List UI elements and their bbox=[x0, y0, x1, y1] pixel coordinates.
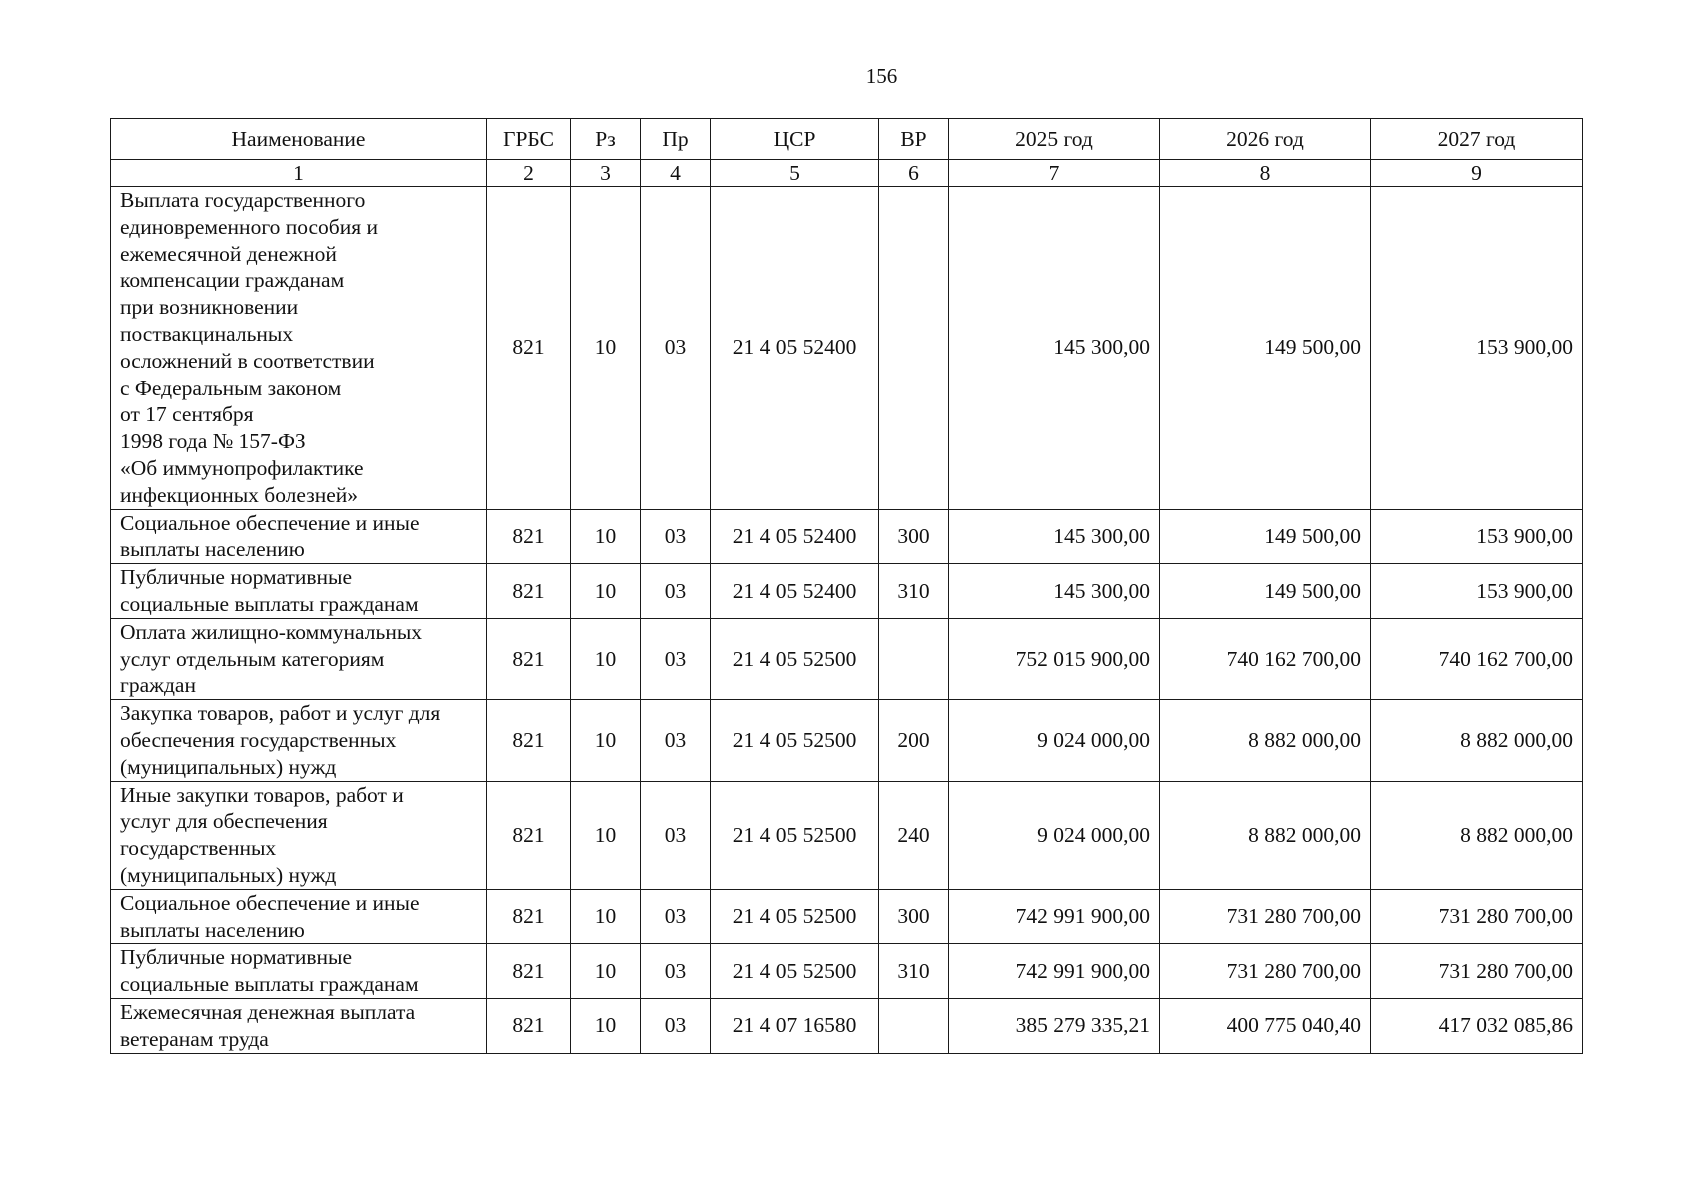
cell-grbs: 821 bbox=[487, 781, 571, 889]
cell-name-line: обеспечения государственных bbox=[120, 727, 397, 752]
cell-name-line: Публичные нормативные bbox=[120, 565, 352, 590]
header-grbs: ГРБС bbox=[487, 119, 571, 160]
cell-amount-2025: 9 024 000,00 bbox=[949, 700, 1160, 781]
cell-name bbox=[111, 889, 487, 944]
cell-vr: 310 bbox=[879, 944, 949, 999]
cell-grbs: 821 bbox=[487, 889, 571, 944]
header-row bbox=[111, 119, 1583, 160]
cell-amount-2026: 8 882 000,00 bbox=[1160, 781, 1371, 889]
cell-grbs: 821 bbox=[487, 618, 571, 699]
cell-name-line: выплаты населению bbox=[120, 917, 305, 942]
cell-rz: 10 bbox=[571, 618, 641, 699]
cell-name-line: выплаты населению bbox=[120, 537, 305, 562]
cell-pr: 03 bbox=[641, 781, 711, 889]
cell-amount-2025: 145 300,00 bbox=[949, 509, 1160, 564]
cell-amount-2026: 149 500,00 bbox=[1160, 509, 1371, 564]
cell-vr: 310 bbox=[879, 564, 949, 619]
cell-amount-2025: 145 300,00 bbox=[949, 564, 1160, 619]
cell-name-line: Выплата государственного bbox=[120, 188, 366, 212]
cell-name bbox=[111, 509, 487, 564]
column-number: 2 bbox=[487, 160, 571, 187]
column-number: 7 bbox=[949, 160, 1160, 187]
cell-name-line: от 17 сентября bbox=[120, 402, 254, 427]
cell-name-line: граждан bbox=[120, 673, 196, 698]
cell-amount-2026: 731 280 700,00 bbox=[1160, 889, 1371, 944]
cell-vr bbox=[879, 998, 949, 1053]
cell-name-line: услуг отдельным категориям bbox=[120, 646, 385, 671]
cell-amount-2026: 8 882 000,00 bbox=[1160, 700, 1371, 781]
cell-csr: 21 4 05 52400 bbox=[711, 509, 879, 564]
cell-name-line: Публичные нормативные bbox=[120, 945, 352, 970]
cell-vr: 300 bbox=[879, 509, 949, 564]
table-body bbox=[111, 187, 1583, 1054]
cell-rz: 10 bbox=[571, 700, 641, 781]
cell-amount-2027: 731 280 700,00 bbox=[1371, 944, 1583, 999]
cell-name bbox=[111, 564, 487, 619]
cell-pr: 03 bbox=[641, 564, 711, 619]
cell-vr bbox=[879, 187, 949, 510]
cell-amount-2026: 731 280 700,00 bbox=[1160, 944, 1371, 999]
column-number: 8 bbox=[1160, 160, 1371, 187]
cell-csr: 21 4 05 52500 bbox=[711, 781, 879, 889]
column-number: 4 bbox=[641, 160, 711, 187]
cell-name-line: инфекционных болезней» bbox=[120, 482, 359, 507]
header-rz: Рз bbox=[571, 119, 641, 160]
budget-table bbox=[110, 118, 1583, 1054]
cell-csr: 21 4 05 52400 bbox=[711, 564, 879, 619]
cell-name-line: (муниципальных) нужд bbox=[120, 754, 337, 779]
cell-name-line: ветеранам труда bbox=[120, 1026, 269, 1051]
cell-name bbox=[111, 618, 487, 699]
cell-name-line: социальные выплаты гражданам bbox=[120, 591, 419, 616]
cell-csr: 21 4 05 52500 bbox=[711, 700, 879, 781]
cell-name-line: осложнений в соответствии bbox=[120, 348, 375, 373]
table-row bbox=[111, 618, 1583, 699]
cell-amount-2027: 417 032 085,86 bbox=[1371, 998, 1583, 1053]
cell-grbs: 821 bbox=[487, 564, 571, 619]
cell-csr: 21 4 05 52500 bbox=[711, 618, 879, 699]
cell-amount-2026: 400 775 040,40 bbox=[1160, 998, 1371, 1053]
header-csr: ЦСР bbox=[711, 119, 879, 160]
cell-name bbox=[111, 187, 487, 510]
cell-name-line: Иные закупки товаров, работ и bbox=[120, 782, 404, 807]
cell-amount-2027: 731 280 700,00 bbox=[1371, 889, 1583, 944]
cell-amount-2025: 9 024 000,00 bbox=[949, 781, 1160, 889]
cell-rz: 10 bbox=[571, 509, 641, 564]
cell-name-line: Социальное обеспечение и иные bbox=[120, 510, 420, 535]
cell-vr bbox=[879, 618, 949, 699]
cell-name-line: при возникновении bbox=[120, 295, 299, 320]
cell-name-line: государственных bbox=[120, 836, 277, 861]
cell-csr: 21 4 05 52500 bbox=[711, 889, 879, 944]
cell-name bbox=[111, 781, 487, 889]
table-row bbox=[111, 700, 1583, 781]
header-2026: 2026 год bbox=[1160, 119, 1371, 160]
cell-amount-2027: 153 900,00 bbox=[1371, 509, 1583, 564]
table-row bbox=[111, 509, 1583, 564]
column-number: 3 bbox=[571, 160, 641, 187]
column-number: 9 bbox=[1371, 160, 1583, 187]
cell-amount-2025: 742 991 900,00 bbox=[949, 889, 1160, 944]
cell-name-line: Закупка товаров, работ и услуг для bbox=[120, 701, 441, 726]
table-row bbox=[111, 998, 1583, 1053]
table-row bbox=[111, 944, 1583, 999]
table-row bbox=[111, 889, 1583, 944]
cell-name-line: «Об иммунопрофилактике bbox=[120, 455, 364, 480]
column-number: 6 bbox=[879, 160, 949, 187]
cell-amount-2026: 740 162 700,00 bbox=[1160, 618, 1371, 699]
cell-amount-2025: 385 279 335,21 bbox=[949, 998, 1160, 1053]
cell-name bbox=[111, 700, 487, 781]
cell-amount-2025: 145 300,00 bbox=[949, 187, 1160, 510]
cell-name-line: 1998 года № 157-ФЗ bbox=[120, 429, 306, 454]
cell-name-line: услуг для обеспечения bbox=[120, 809, 328, 834]
header-pr: Пр bbox=[641, 119, 711, 160]
cell-pr: 03 bbox=[641, 700, 711, 781]
cell-pr: 03 bbox=[641, 509, 711, 564]
column-number-row bbox=[111, 160, 1583, 187]
table-row bbox=[111, 187, 1583, 510]
table-header bbox=[111, 119, 1583, 187]
cell-amount-2027: 8 882 000,00 bbox=[1371, 700, 1583, 781]
cell-rz: 10 bbox=[571, 781, 641, 889]
cell-vr: 240 bbox=[879, 781, 949, 889]
cell-grbs: 821 bbox=[487, 509, 571, 564]
cell-rz: 10 bbox=[571, 998, 641, 1053]
table-row bbox=[111, 781, 1583, 889]
cell-amount-2027: 153 900,00 bbox=[1371, 187, 1583, 510]
cell-grbs: 821 bbox=[487, 700, 571, 781]
cell-amount-2027: 740 162 700,00 bbox=[1371, 618, 1583, 699]
header-2027: 2027 год bbox=[1371, 119, 1583, 160]
cell-pr: 03 bbox=[641, 944, 711, 999]
header-vr: ВР bbox=[879, 119, 949, 160]
cell-csr: 21 4 05 52400 bbox=[711, 187, 879, 510]
cell-name-line: ежемесячной денежной bbox=[120, 241, 337, 266]
cell-name-line: социальные выплаты гражданам bbox=[120, 972, 419, 997]
header-2025: 2025 год bbox=[949, 119, 1160, 160]
column-number: 5 bbox=[711, 160, 879, 187]
cell-rz: 10 bbox=[571, 564, 641, 619]
cell-pr: 03 bbox=[641, 187, 711, 510]
cell-vr: 300 bbox=[879, 889, 949, 944]
cell-amount-2027: 153 900,00 bbox=[1371, 564, 1583, 619]
cell-csr: 21 4 05 52500 bbox=[711, 944, 879, 999]
cell-pr: 03 bbox=[641, 998, 711, 1053]
cell-name-line: Социальное обеспечение и иные bbox=[120, 890, 420, 915]
cell-rz: 10 bbox=[571, 944, 641, 999]
cell-rz: 10 bbox=[571, 187, 641, 510]
page-number: 156 bbox=[865, 64, 898, 88]
cell-amount-2025: 752 015 900,00 bbox=[949, 618, 1160, 699]
cell-amount-2026: 149 500,00 bbox=[1160, 187, 1371, 510]
table-row bbox=[111, 564, 1583, 619]
cell-name-line: Оплата жилищно-коммунальных bbox=[120, 619, 423, 644]
cell-amount-2025: 742 991 900,00 bbox=[949, 944, 1160, 999]
cell-grbs: 821 bbox=[487, 998, 571, 1053]
cell-name bbox=[111, 944, 487, 999]
cell-name bbox=[111, 998, 487, 1053]
cell-grbs: 821 bbox=[487, 944, 571, 999]
cell-amount-2027: 8 882 000,00 bbox=[1371, 781, 1583, 889]
cell-pr: 03 bbox=[641, 889, 711, 944]
cell-amount-2026: 149 500,00 bbox=[1160, 564, 1371, 619]
cell-csr: 21 4 07 16580 bbox=[711, 998, 879, 1053]
cell-grbs: 821 bbox=[487, 187, 571, 510]
cell-pr: 03 bbox=[641, 618, 711, 699]
cell-name-line: поствакцинальных bbox=[120, 321, 294, 346]
cell-rz: 10 bbox=[571, 889, 641, 944]
cell-name-line: Ежемесячная денежная выплата bbox=[120, 999, 416, 1024]
cell-name-line: единовременного пособия и bbox=[120, 214, 379, 239]
cell-name-line: (муниципальных) нужд bbox=[120, 862, 337, 887]
cell-name-line: с Федеральным законом bbox=[120, 375, 342, 400]
cell-vr: 200 bbox=[879, 700, 949, 781]
column-number: 1 bbox=[111, 160, 487, 187]
cell-name-line: компенсации гражданам bbox=[120, 268, 345, 293]
header-name: Наименование bbox=[111, 119, 487, 160]
